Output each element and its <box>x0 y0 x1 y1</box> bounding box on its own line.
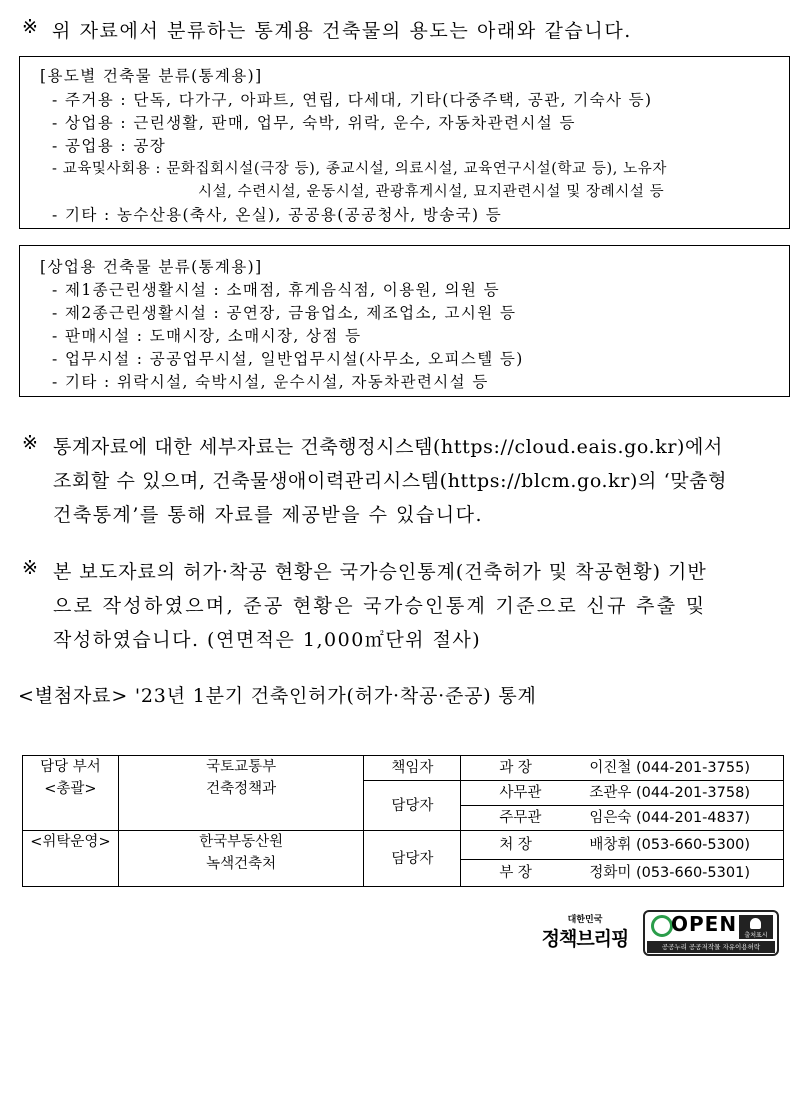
open-text: OPEN <box>671 912 738 936</box>
responsible-label: 책임자 <box>364 756 461 781</box>
contact-entry <box>461 860 784 887</box>
reference-mark: ※ <box>22 557 38 579</box>
logo-main-text: 정책브리핑 <box>541 928 629 950</box>
delegated-label: <위탁운영> <box>30 834 111 850</box>
logo-small-text: 대한민국 <box>567 915 603 925</box>
box-line: - 업무시설 : 공공업무시설, 일반업무시설(사무소, 오피스텔 등) <box>52 350 524 368</box>
policy-briefing-logo <box>535 912 635 958</box>
note-line: 통계자료에 대한 세부자료는 건축행정시스템(https://cloud.eais.go.kr)에서 <box>53 436 723 458</box>
box-title: [용도별 건축물 분류(통계용)] <box>40 67 263 85</box>
contact-entry <box>461 781 784 806</box>
dept-cell <box>23 756 119 831</box>
note-line: 조회할 수 있으며, 건축물생애이력관리시스템(https://blcm.go.kr)의 ‘맞춤형 <box>53 470 728 492</box>
contact-title: 부 장 <box>499 865 532 881</box>
delegated-cell <box>23 831 119 887</box>
ministry-cell <box>118 756 364 831</box>
open-subtext: 공공누리 공공저작물 자유이용허락 <box>647 941 775 953</box>
box-line: - 기타 : 위락시설, 숙박시설, 운수시설, 자동차관련시설 등 <box>52 373 489 391</box>
agency-division: 녹색건축처 <box>206 856 277 872</box>
box-line: - 공업용 : 공장 <box>52 137 167 155</box>
note-line: 건축통계’를 통해 자료를 제공받을 수 있습니다. <box>53 504 484 526</box>
contact-name-phone: 임은숙 (044-201-4837) <box>589 810 750 826</box>
box-line: - 주거용 : 단독, 다가구, 아파트, 연립, 다세대, 기타(다중주택, 공관, 기숙사 등) <box>52 91 653 109</box>
ministry-name: 국토교통부 <box>206 759 277 775</box>
note-line: 본 보도자료의 허가·착공 현황은 국가승인통계(건축허가 및 착공현황) 기반 <box>53 561 707 583</box>
contact-title: 사무관 <box>499 785 542 801</box>
person-icon <box>750 918 761 929</box>
reference-mark: ※ <box>22 16 38 38</box>
reference-mark: ※ <box>22 432 38 454</box>
open-circle-icon <box>651 915 673 937</box>
open-license-logo <box>643 910 779 956</box>
agency-name: 한국부동산원 <box>199 834 284 850</box>
contact-entry <box>461 831 784 860</box>
general-label: <총괄> <box>44 781 97 797</box>
contact-name-phone: 배창휘 (053-660-5300) <box>589 837 750 853</box>
box-line: - 상업용 : 근린생활, 판매, 업무, 숙박, 위락, 운수, 자동차관련시설 등 <box>52 114 576 132</box>
contact-name-phone: 이진철 (044-201-3755) <box>589 760 750 776</box>
box-line: - 교육및사회용 : 문화집회시설(극장 등), 종교시설, 의료시설, 교육연구시설(학교 등), 노유자 <box>52 161 667 177</box>
person-in-charge-label: 담당자 <box>364 831 461 887</box>
contact-title: 과 장 <box>499 760 532 776</box>
intro-text: 위 자료에서 분류하는 통계용 건축물의 용도는 아래와 같습니다. <box>52 20 632 42</box>
commercial-classification-box <box>19 245 790 397</box>
contact-name-phone: 정화미 (053-660-5301) <box>589 865 750 881</box>
attachment-title: <별첨자료> '23년 1분기 건축인허가(허가·착공·준공) 통계 <box>18 685 537 707</box>
agency-cell <box>118 831 364 887</box>
contact-entry <box>461 756 784 781</box>
contact-table <box>22 755 784 887</box>
contact-title: 처 장 <box>499 837 532 853</box>
box-line: 시설, 수련시설, 운동시설, 관광휴게시설, 묘지관련시설 및 장례시설 등 <box>198 184 665 200</box>
badge-text: 출처표시 <box>744 932 768 939</box>
note-line: 으로 작성하였으며, 준공 현황은 국가승인통계 기준으로 신규 추출 및 <box>53 595 707 617</box>
box-line: - 판매시설 : 도매시장, 소매시장, 상점 등 <box>52 327 362 345</box>
box-title: [상업용 건축물 분류(통계용)] <box>40 258 263 276</box>
note-line: 작성하였습니다. (연면적은 1,000㎡단위 절사) <box>53 629 482 651</box>
ministry-division: 건축정책과 <box>206 781 277 797</box>
attribution-badge <box>739 915 773 939</box>
box-line: - 제2종근린생활시설 : 공연장, 금융업소, 제조업소, 고시원 등 <box>52 304 517 322</box>
usage-classification-box <box>19 56 790 229</box>
box-line: - 제1종근린생활시설 : 소매점, 휴게음식점, 이용원, 의원 등 <box>52 281 500 299</box>
box-line: - 기타 : 농수산용(축사, 온실), 공공용(공공청사, 방송국) 등 <box>52 206 503 224</box>
contact-name-phone: 조관우 (044-201-3758) <box>589 785 750 801</box>
contact-entry <box>461 806 784 831</box>
dept-label: 담당 부서 <box>40 759 101 775</box>
person-in-charge-label: 담당자 <box>364 781 461 831</box>
contact-title: 주무관 <box>499 810 542 826</box>
